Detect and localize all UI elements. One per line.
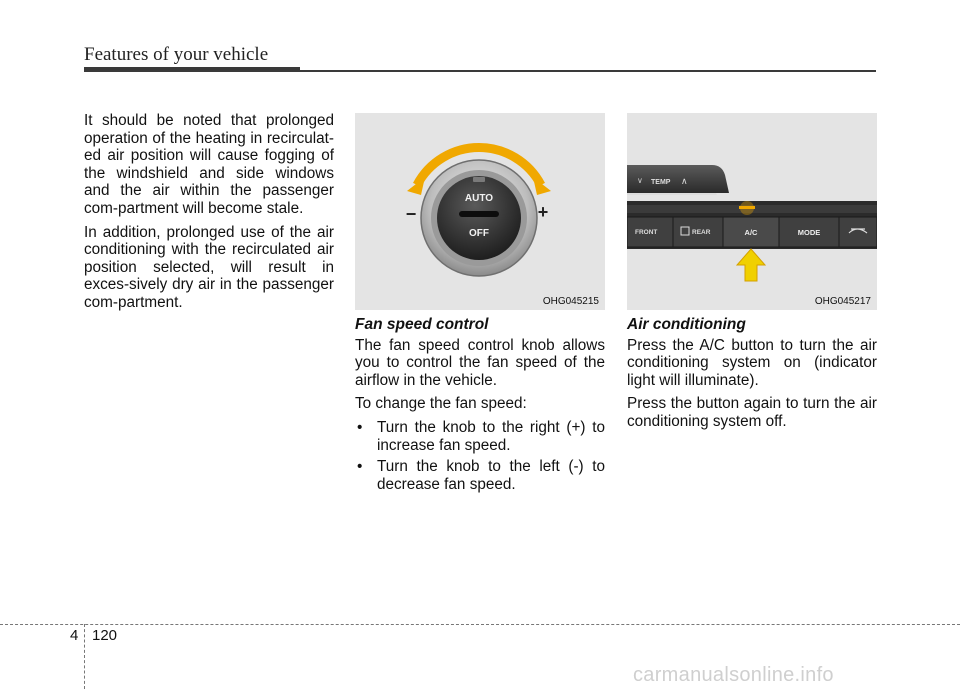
ac-label: A/C bbox=[744, 228, 758, 237]
header-title: Features of your vehicle bbox=[84, 44, 269, 65]
ac-paragraph-1: Press the A/C button to turn the air conditioning system on (indicator light will illuminate). bbox=[627, 336, 877, 389]
air-conditioning-title: Air conditioning bbox=[627, 316, 746, 333]
intro-paragraph-1: It should be noted that prolonged operation of the heating in recirculat-ed air position will cause fogging of the windshield and side windows and the air within the passenger com-partment will become stale. bbox=[84, 112, 334, 217]
knob-divider bbox=[459, 211, 499, 217]
header-rule-thick bbox=[84, 67, 300, 72]
chapter-number: 4 bbox=[70, 627, 79, 644]
fan-speed-body: The fan speed control knob allows you to control the fan speed of the airflow in the vehicle. bbox=[355, 336, 605, 389]
temp-down-icon: ∨ bbox=[637, 176, 643, 185]
ac-button-figure bbox=[627, 113, 877, 310]
footer-vertical-rule bbox=[84, 624, 85, 689]
knob-auto-label: AUTO bbox=[464, 193, 494, 204]
page-number: 120 bbox=[92, 627, 118, 644]
recirculation-button bbox=[839, 217, 877, 247]
fan-speed-title: Fan speed control bbox=[355, 316, 489, 333]
figure-code: OHG045217 bbox=[814, 296, 871, 307]
rear-label: REAR bbox=[692, 229, 711, 236]
knob-body bbox=[437, 176, 521, 260]
mode-label: MODE bbox=[797, 228, 821, 237]
fan-speed-bullets bbox=[355, 419, 605, 493]
temp-up-icon: ∧ bbox=[681, 176, 688, 186]
ac-indicator-glow bbox=[740, 201, 754, 215]
fan-speed-lead: To change the fan speed: bbox=[355, 395, 527, 413]
intro-column bbox=[84, 112, 334, 318]
watermark: carmanualsonline.info bbox=[633, 664, 834, 686]
fan-knob-figure bbox=[355, 113, 605, 310]
fan-knob-illustration bbox=[355, 113, 605, 310]
front-label: FRONT bbox=[635, 229, 658, 236]
plus-label: + bbox=[537, 202, 549, 222]
ac-panel-illustration bbox=[627, 113, 877, 310]
minus-label: − bbox=[405, 204, 417, 224]
bullet-decrease: • Turn the knob to the left (-) to decrease fan speed. bbox=[355, 458, 605, 493]
fan-speed-section bbox=[355, 316, 605, 497]
intro-paragraph-2: In addition, prolonged use of the air conditioning with the recirculated air position selected, will result in exces-sively dry air in the passenger com-partment. bbox=[84, 223, 334, 311]
header-rule-thin bbox=[300, 70, 876, 72]
knob-indicator bbox=[473, 177, 485, 182]
footer-rule bbox=[0, 624, 960, 625]
ac-paragraph-2: Press the button again to turn the air conditioning system off. bbox=[627, 395, 877, 430]
air-conditioning-section bbox=[627, 316, 877, 437]
knob-off-label: OFF bbox=[469, 228, 489, 239]
temp-label: TEMP bbox=[651, 179, 671, 186]
figure-code: OHG045215 bbox=[542, 296, 599, 307]
pointer-arrow-icon bbox=[737, 249, 765, 281]
bullet-increase: • Turn the knob to the right (+) to increase fan speed. bbox=[355, 419, 605, 454]
